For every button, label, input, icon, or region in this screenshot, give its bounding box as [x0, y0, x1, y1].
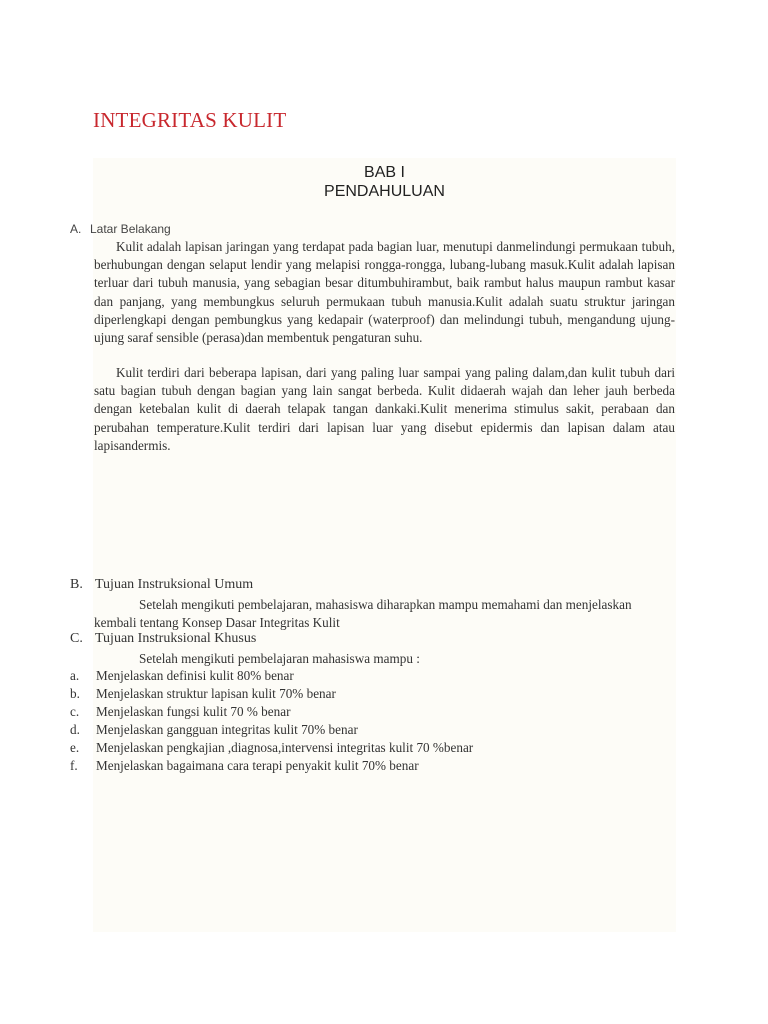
chapter-number: BAB I — [364, 164, 405, 181]
section-b-title: Tujuan Instruksional Umum — [95, 577, 254, 592]
list-item-text: Menjelaskan fungsi kulit 70 % benar — [96, 704, 291, 719]
list-item-marker: c. — [70, 704, 80, 719]
list-item — [70, 703, 473, 721]
objective-list — [70, 667, 473, 775]
list-item-marker: a. — [70, 668, 80, 683]
section-a-heading — [70, 222, 171, 236]
section-c-title: Tujuan Instruksional Khusus — [95, 631, 257, 646]
list-item-text: Menjelaskan definisi kulit 80% benar — [96, 668, 294, 683]
list-item-text: Menjelaskan bagaimana cara terapi penyakit kulit 70% benar — [96, 758, 419, 773]
section-a-marker: A. — [70, 222, 82, 236]
background-paragraph-2: Kulit terdiri dari beberapa lapisan, dari yang paling luar sampai yang paling dalam,dan kulit tubuh dari satu bagian tubuh dengan bagian yang lain sangat berbeda. Kulit didaerah wajah dan leher jauh berbeda dengan ketebalan kulit di daerah telapak tangan dankaki.Kulit menerima stimulus sakit, perabaan dan perubahan temperature.Kulit terdiri dari lapisan luar yang disebut epidermis dan lapisan dalam atau lapisandermis. — [94, 365, 675, 453]
list-item — [70, 739, 473, 757]
list-item — [70, 757, 473, 775]
section-c-marker: C. — [70, 631, 83, 646]
section-b-marker: B. — [70, 577, 83, 592]
section-a-title: Latar Belakang — [90, 222, 171, 236]
list-item-text: Menjelaskan pengkajian ,diagnosa,intervensi integritas kulit 70 %benar — [96, 740, 474, 755]
document-title: INTEGRITAS KULIT — [93, 108, 287, 132]
list-item-marker: b. — [70, 686, 80, 701]
list-item-text: Menjelaskan struktur lapisan kulit 70% benar — [96, 686, 336, 701]
list-item — [70, 667, 473, 685]
list-item-marker: e. — [70, 740, 80, 755]
list-item-marker: d. — [70, 722, 80, 737]
list-item-text: Menjelaskan gangguan integritas kulit 70% benar — [96, 722, 358, 737]
specific-objective-intro: Setelah mengikuti pembelajaran mahasiswa mampu : — [139, 651, 420, 666]
section-c-heading — [70, 631, 256, 647]
general-objective-text: Setelah mengikuti pembelajaran, mahasiswa diharapkan mampu memahami dan menjelaskan kembali tentang Konsep Dasar Integritas Kulit — [94, 597, 632, 630]
list-item-marker: f. — [70, 758, 78, 773]
section-b-heading — [70, 577, 253, 593]
chapter-title: PENDAHULUAN — [324, 183, 445, 200]
list-item — [70, 721, 473, 739]
background-paragraph-1: Kulit adalah lapisan jaringan yang terdapat pada bagian luar, menutupi danmelindungi permukaan tubuh, berhubungan dengan selaput lendir yang melapisi rongga-rongga, lubang-lubang masuk.Kulit adalah lapisan terluar dari tubuh manusia, yang sebagian besar ditumbuhirambut, baik rambut halus maupun rambut kasar dan panjang, yang membungkus seluruh permukaan tubuh manusia.Kulit adalah suatu struktur jaringan diperlengkapi dengan pembungkus yang kedapair (waterproof) dan melindungi tubuh, mengandung ujung-ujung saraf sensible (perasa)dan membentuk pengaturan suhu. — [94, 239, 675, 346]
list-item — [70, 685, 473, 703]
